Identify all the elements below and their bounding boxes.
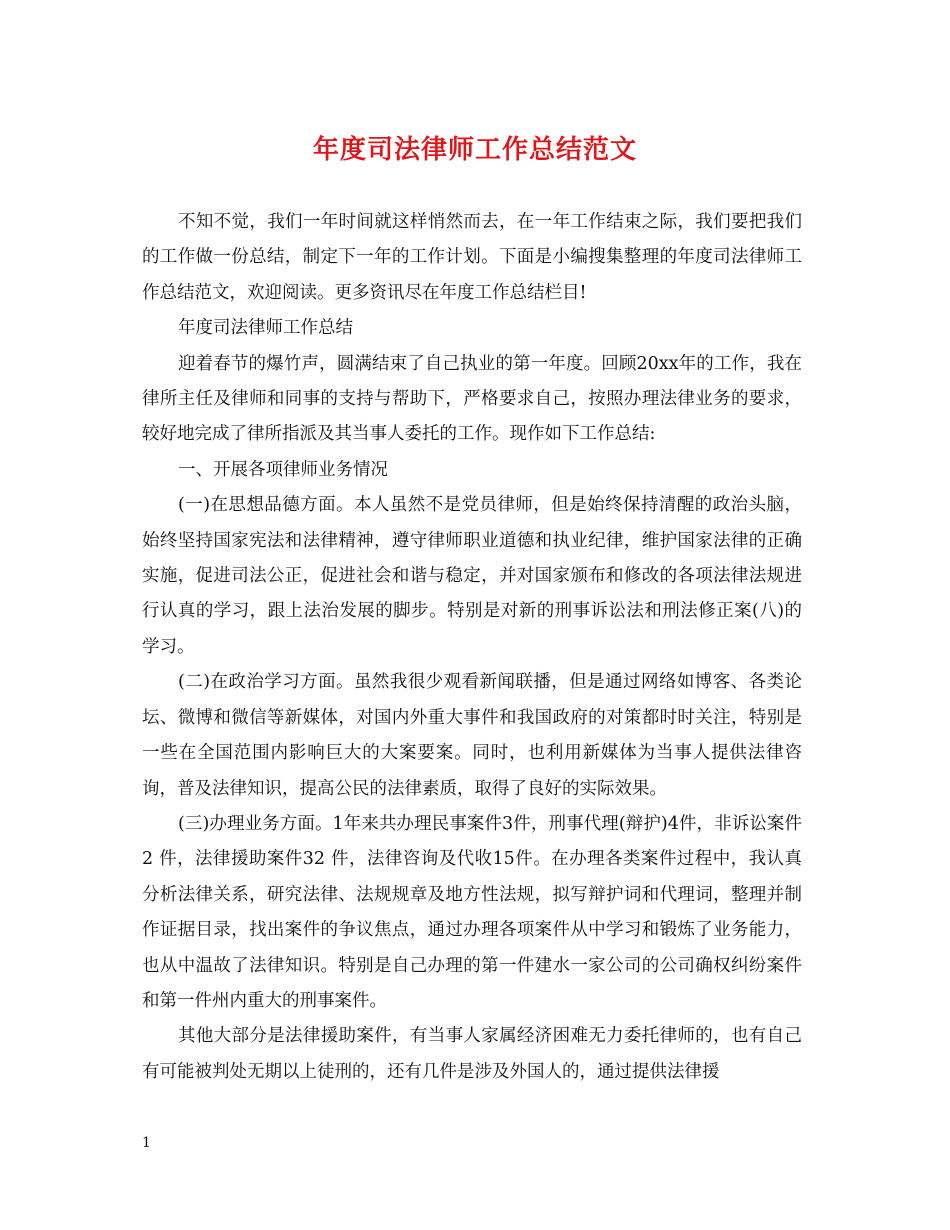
section-heading: 一、开展各项律师业务情况 (178, 459, 388, 480)
paragraph: (二)在政治学习方面。虽然我很少观看新闻联播，但是通过网络如博客、各类论坛、微博和微信等新媒体，对国内外重大事件和我国政府的对策都时时关注，特别是一些在全国范围内影响巨大的大案要案。同时，也利用新媒体为当事人提供法律咨询，普及法律知识，提高公民的法律素质，取得了良好的实际效果。 (142, 672, 802, 799)
paragraph: (三)办理业务方面。1年来共办理民事案件3件，刑事代理(辩护)4件，非诉讼案件2 件，法律援助案件32 件，法律咨询及代收15件。在办理各类案件过程中，我认真分析法律关系，研究法律、法规规章及地方性法规，拟写辩护词和代理词，整理并制作证据目录，找出案件的争议焦点，通过办理各项案件从中学习和锻炼了业务能力，也从中温故了法律知识。特别是自己办理的第一件建水一家公司的公司确权纠纷案件和第一件州内重大的刑事案件。 (142, 813, 802, 1011)
page-number: 1 (142, 1135, 151, 1151)
document-title: 年度司法律师工作总结范文 (312, 135, 637, 165)
paragraph: 迎着春节的爆竹声，圆满结束了自己执业的第一年度。回顾20xx年的工作，我在律所主任及律师和同事的支持与帮助下，严格要求自己，按照办理法律业务的要求，较好地完成了律所指派及其当事人委托的工作。现作如下工作总结: (142, 353, 802, 445)
paragraph: 不知不觉，我们一年时间就这样悄然而去，在一年工作结束之际，我们要把我们的工作做一份总结，制定下一年的工作计划。下面是小编搜集整理的年度司法律师工作总结范文，欢迎阅读。更多资讯尽在年度工作总结栏目! (142, 212, 802, 303)
document-body (142, 205, 802, 1090)
paragraph: (一)在思想品德方面。本人虽然不是党员律师，但是始终保持清醒的政治头脑，始终坚持国家宪法和法律精神，遵守律师职业道德和执业纪律，维护国家法律的正确实施，促进司法公正，促进社会和谐与稳定，并对国家颁布和修改的各项法律法规进行认真的学习，跟上法治发展的脚步。特别是对新的刑事诉讼法和刑法修正案(八)的学习。 (142, 495, 802, 657)
section-heading: 年度司法律师工作总结 (178, 318, 353, 339)
paragraph: 其他大部分是法律援助案件，有当事人家属经济困难无力委托律师的，也有自己有可能被判处无期以上徒刑的，还有几件是涉及外国人的，通过提供法律援 (142, 1026, 802, 1082)
